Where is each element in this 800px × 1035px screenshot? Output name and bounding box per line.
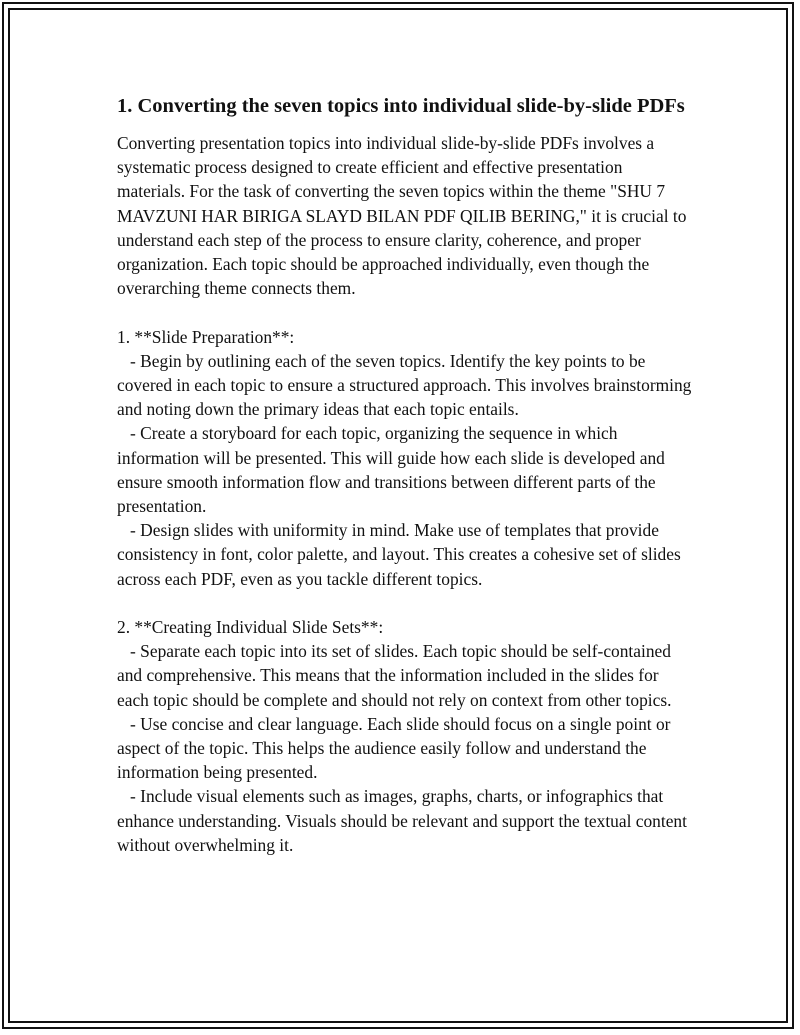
intro-paragraph: Converting presentation topics into individual slide-by-slide PDFs involves a systematic process designed to create efficient and effective presentation materials. For the task of converting the seven topics within the theme "SHU 7 MAVZUNI HAR BIRIGA SLAYD BILAN PDF QILIB BERING," it is crucial to understand each step of the process to ensure clarity, coherence, and proper organization. Each topic should be approached individually, even though the overarching theme connects them. <box>117 133 687 299</box>
section-2-title: 2. **Creating Individual Slide Sets**: <box>117 617 384 638</box>
section-2-bullet: - Use concise and clear language. Each slide should focus on a single point or aspect of the topic. This helps the audience easily follow and understand the information being presented. <box>117 713 675 783</box>
section-1-bullet: - Begin by outlining each of the seven topics. Identify the key points to be covered in each topic to ensure a structured approach. This involves brainstorming and noting down the primary ideas that each topic entails. <box>117 350 696 420</box>
section-2-bullet: - Include visual elements such as images, graphs, charts, or infographics that enhance understanding. Visuals should be relevant and support the textual content without overwhelming it. <box>117 786 692 855</box>
section-1-bullet: - Design slides with uniformity in mind. Make use of templates that provide consistency in font, color palette, and layout. This creates a cohesive set of slides across each PDF, even as you tackle different topics. <box>117 520 686 589</box>
section-1-bullet: - Create a storyboard for each topic, organizing the sequence in which information will be presented. This will guide how each slide is developed and ensure smooth information flow and transitions between different parts of the presentation. <box>117 423 670 517</box>
section-heading: 1. Converting the seven topics into individual slide-by-slide PDFs <box>117 95 685 117</box>
spacer <box>117 300 692 324</box>
spacer <box>117 591 692 615</box>
document-body <box>117 93 696 857</box>
section-1-title: 1. **Slide Preparation**: <box>117 326 295 347</box>
section-2-bullet: - Separate each topic into its set of slides. Each topic should be self-contained and comprehensive. This means that the information included in the slides for each topic should be complete and should not rely on context from other topics. <box>117 641 676 710</box>
